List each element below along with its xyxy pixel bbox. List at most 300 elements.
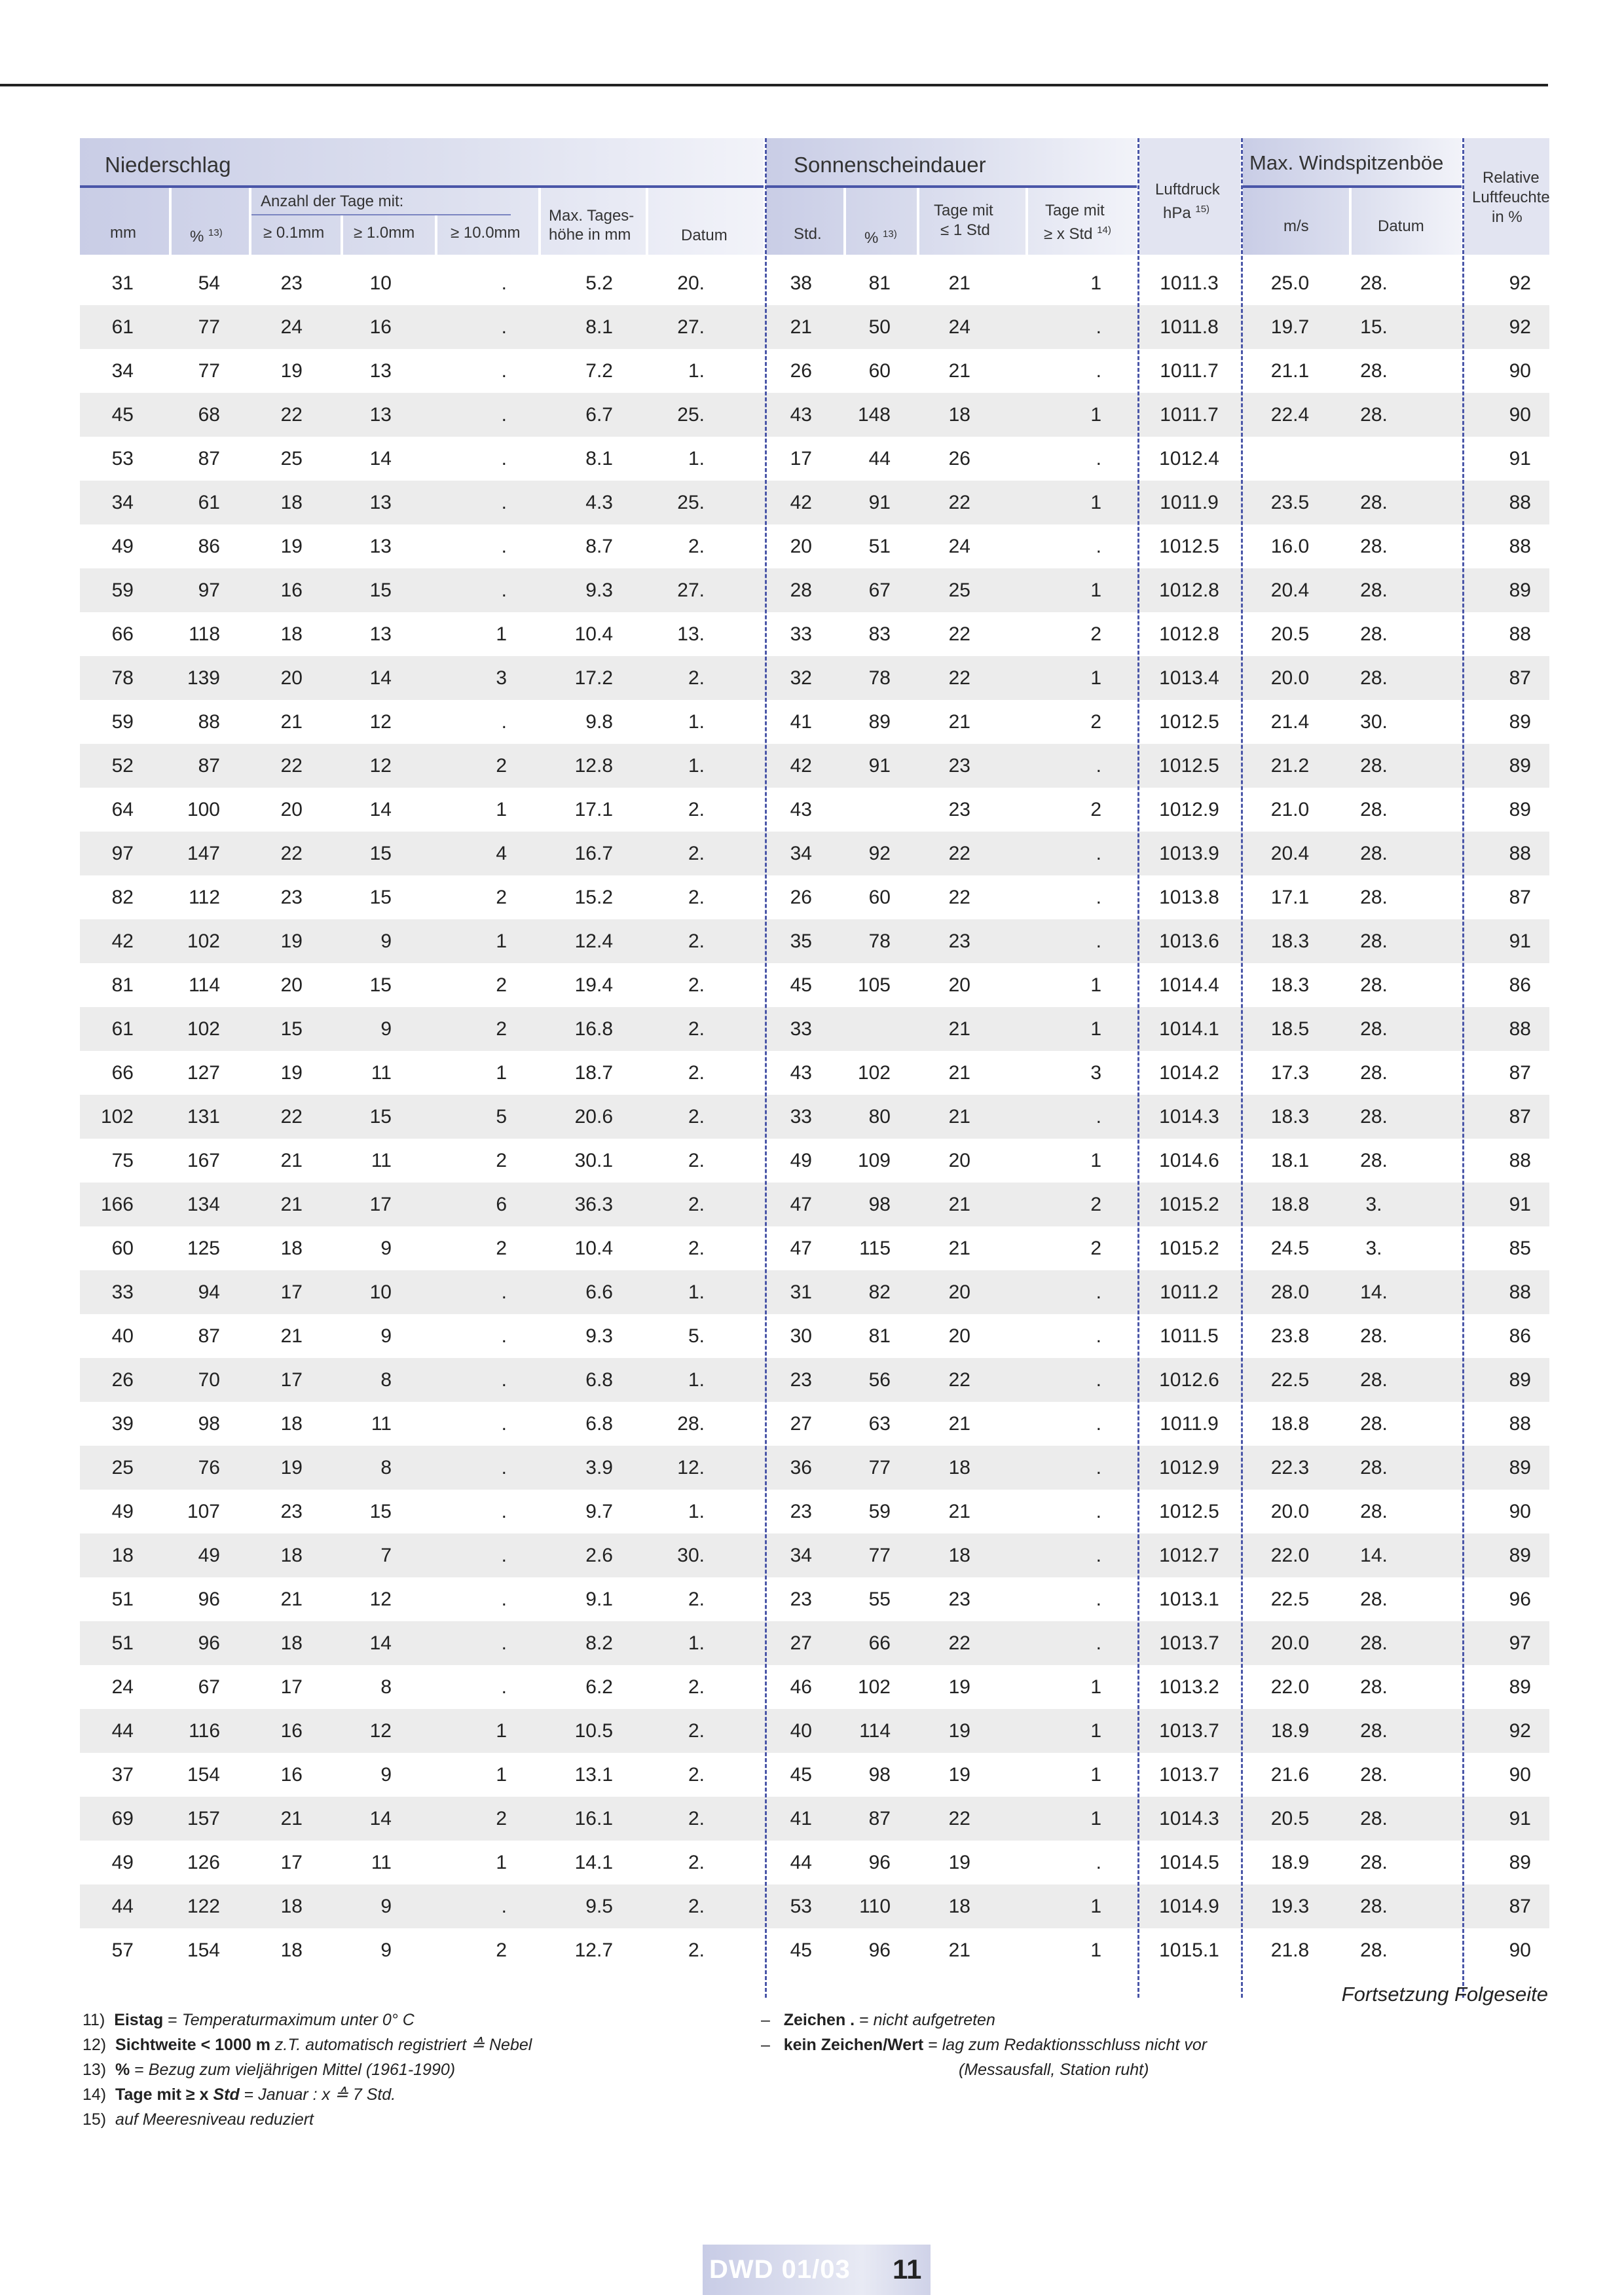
cell-tage-ge01: 25 bbox=[280, 448, 303, 469]
table-row bbox=[80, 612, 1549, 656]
cell-tage-ge-xstd: . bbox=[1096, 843, 1101, 864]
header-sep-2 bbox=[249, 188, 251, 255]
header-wind-title: Max. Windspitzenböe bbox=[1249, 151, 1444, 174]
table-row bbox=[80, 700, 1549, 744]
cell-luftdruck: 1011.9 bbox=[1160, 1413, 1219, 1435]
fn14-num: 14) bbox=[83, 2085, 107, 2104]
cell-wind-ms: 18.3 bbox=[1270, 1106, 1310, 1128]
cell-tage-ge10: 14 bbox=[369, 1808, 392, 1829]
cell-niederschlag-mm: 57 bbox=[111, 1939, 134, 1961]
cell-max-tageshoehe: 16.8 bbox=[574, 1018, 613, 1040]
cell-tage-ge100: . bbox=[501, 404, 507, 426]
cell-tage-le-1std: 22 bbox=[948, 1808, 970, 1829]
cell-sonne-pct: 60 bbox=[868, 887, 891, 908]
cell-max-tageshoehe: 8.7 bbox=[585, 536, 613, 557]
cell-luftfeuchte: 88 bbox=[1509, 1018, 1531, 1040]
cell-niederschlag-datum: 2. bbox=[688, 536, 705, 557]
cell-niederschlag-mm: 51 bbox=[111, 1588, 134, 1610]
cell-niederschlag-pct: 96 bbox=[198, 1632, 220, 1654]
cell-niederschlag-datum: 13. bbox=[677, 623, 705, 645]
cell-luftfeuchte: 97 bbox=[1509, 1632, 1531, 1654]
cell-tage-ge-xstd: . bbox=[1096, 1325, 1101, 1347]
cell-niederschlag-datum: 30. bbox=[677, 1545, 705, 1566]
cell-luftdruck: 1013.2 bbox=[1159, 1676, 1219, 1698]
cell-luftfeuchte: 88 bbox=[1509, 1281, 1531, 1303]
legend-zeichen bbox=[761, 2008, 1207, 2032]
cell-luftfeuchte: 87 bbox=[1509, 887, 1531, 908]
cell-luftfeuchte: 86 bbox=[1509, 1325, 1531, 1347]
cell-niederschlag-datum: 2. bbox=[688, 1676, 705, 1698]
table-row bbox=[80, 1402, 1549, 1446]
cell-niederschlag-pct: 54 bbox=[198, 272, 220, 294]
cell-wind-ms: 19.3 bbox=[1270, 1896, 1310, 1917]
cell-luftfeuchte: 89 bbox=[1509, 579, 1531, 601]
cell-tage-le-1std: 21 bbox=[948, 711, 970, 733]
cell-niederschlag-mm: 75 bbox=[111, 1150, 134, 1171]
cell-wind-ms: 18.8 bbox=[1270, 1194, 1310, 1215]
table-row bbox=[80, 1139, 1549, 1183]
cell-niederschlag-mm: 49 bbox=[111, 536, 134, 557]
header-mm: mm bbox=[110, 224, 136, 242]
cell-tage-ge-xstd: 1 bbox=[1090, 404, 1101, 426]
cell-sonne-std: 49 bbox=[790, 1150, 812, 1171]
cell-sonne-pct: 98 bbox=[868, 1194, 891, 1215]
fn12-term: Sichtweite < 1000 m bbox=[115, 2036, 270, 2054]
z1-text: nicht aufgetreten bbox=[873, 2011, 995, 2029]
cell-wind-ms: 20.4 bbox=[1270, 843, 1310, 864]
cell-tage-le-1std: 22 bbox=[948, 623, 970, 645]
cell-niederschlag-datum: 2. bbox=[688, 1588, 705, 1610]
footnote-15 bbox=[83, 2107, 532, 2132]
fn13-text: Bezug zum vieljährigen Mittel (1961-1990) bbox=[148, 2061, 456, 2079]
cell-tage-ge-xstd: 2 bbox=[1090, 1238, 1101, 1259]
cell-tage-ge01: 22 bbox=[280, 404, 303, 426]
header-feuchte-2: Luftfeuchte bbox=[1472, 189, 1550, 206]
cell-tage-ge10: 11 bbox=[371, 1852, 392, 1873]
cell-niederschlag-mm: 34 bbox=[111, 360, 134, 382]
cell-max-tageshoehe: 6.2 bbox=[585, 1676, 613, 1698]
cell-luftfeuchte: 88 bbox=[1509, 1413, 1531, 1435]
cell-niederschlag-pct: 88 bbox=[198, 711, 220, 733]
table-row bbox=[80, 1928, 1549, 1972]
cell-luftdruck: 1011.8 bbox=[1160, 316, 1219, 338]
cell-sonne-std: 17 bbox=[790, 448, 812, 469]
cell-max-tageshoehe: 9.1 bbox=[585, 1588, 613, 1610]
cell-luftdruck: 1012.7 bbox=[1159, 1545, 1219, 1566]
cell-max-tageshoehe: 9.3 bbox=[585, 1325, 613, 1347]
fn13-num: 13) bbox=[83, 2061, 107, 2079]
cell-wind-ms: 22.5 bbox=[1270, 1588, 1310, 1610]
cell-max-tageshoehe: 8.1 bbox=[585, 448, 613, 469]
cell-luftfeuchte: 91 bbox=[1509, 1808, 1531, 1829]
cell-max-tageshoehe: 9.8 bbox=[585, 711, 613, 733]
cell-luftdruck: 1015.1 bbox=[1159, 1939, 1219, 1961]
cell-tage-le-1std: 21 bbox=[948, 1018, 970, 1040]
cell-niederschlag-pct: 87 bbox=[198, 755, 220, 777]
cell-tage-ge-xstd: . bbox=[1096, 316, 1101, 338]
header-luftdruck-unit-label: hPa bbox=[1163, 204, 1191, 222]
cell-tage-ge100: . bbox=[501, 1281, 507, 1303]
cell-tage-ge01: 22 bbox=[280, 755, 303, 777]
cell-niederschlag-datum: 1. bbox=[688, 1501, 705, 1522]
cell-max-tageshoehe: 18.7 bbox=[574, 1062, 613, 1084]
cell-tage-ge01: 18 bbox=[280, 1632, 303, 1654]
cell-niederschlag-mm: 53 bbox=[111, 448, 134, 469]
cell-wind-ms: 20.0 bbox=[1270, 1501, 1310, 1522]
cell-sonne-std: 38 bbox=[790, 272, 812, 294]
cell-wind-ms: 25.0 bbox=[1270, 272, 1310, 294]
cell-niederschlag-mm: 34 bbox=[111, 492, 134, 513]
table-row bbox=[80, 437, 1549, 481]
cell-sonne-std: 33 bbox=[790, 623, 812, 645]
cell-tage-ge100: 1 bbox=[496, 1720, 507, 1742]
cell-luftdruck: 1012.8 bbox=[1159, 623, 1219, 645]
cell-niederschlag-datum: 2. bbox=[688, 1062, 705, 1084]
cell-wind-datum: 28. bbox=[1360, 536, 1388, 557]
cell-tage-ge-xstd: 1 bbox=[1090, 1676, 1101, 1698]
cell-luftdruck: 1011.7 bbox=[1160, 404, 1219, 426]
cell-sonne-pct: 83 bbox=[868, 623, 891, 645]
cell-tage-ge100: 1 bbox=[496, 1764, 507, 1786]
cell-sonne-pct bbox=[838, 788, 891, 832]
cell-niederschlag-pct: 61 bbox=[198, 492, 220, 513]
cell-wind-datum: 28. bbox=[1360, 1501, 1388, 1522]
cell-tage-ge01: 19 bbox=[280, 930, 303, 952]
cell-wind-datum: 28. bbox=[1360, 1413, 1388, 1435]
z2-term: kein Zeichen/Wert bbox=[783, 2036, 924, 2054]
cell-sonne-pct: 96 bbox=[868, 1939, 891, 1961]
cell-tage-ge-xstd: 1 bbox=[1090, 579, 1101, 601]
table-row bbox=[80, 1841, 1549, 1884]
cell-sonne-pct bbox=[838, 1007, 891, 1051]
cell-niederschlag-mm: 18 bbox=[111, 1545, 134, 1566]
fn11-text: Temperaturmaximum unter 0° C bbox=[181, 2011, 415, 2029]
cell-luftdruck: 1012.5 bbox=[1159, 711, 1219, 733]
cell-sonne-std: 43 bbox=[790, 404, 812, 426]
cell-max-tageshoehe: 19.4 bbox=[574, 974, 613, 996]
cell-max-tageshoehe: 10.5 bbox=[574, 1720, 613, 1742]
cell-tage-ge100: 6 bbox=[496, 1194, 507, 1215]
header-luftdruck-note: 15) bbox=[1195, 204, 1210, 215]
cell-tage-ge100: 2 bbox=[496, 974, 507, 996]
cell-sonne-std: 43 bbox=[790, 1062, 812, 1084]
z2-text: lag zum Redaktionsschluss nicht vor bbox=[942, 2036, 1208, 2054]
cell-tage-ge01: 18 bbox=[280, 623, 303, 645]
cell-sonne-pct: 78 bbox=[868, 930, 891, 952]
cell-tage-ge-xstd: . bbox=[1096, 1369, 1101, 1391]
header-sep-10 bbox=[1349, 188, 1352, 255]
cell-tage-ge-xstd: 1 bbox=[1090, 1720, 1101, 1742]
cell-niederschlag-datum: 2. bbox=[688, 1150, 705, 1171]
cell-luftdruck: 1012.5 bbox=[1159, 536, 1219, 557]
cell-niederschlag-mm: 25 bbox=[111, 1457, 134, 1478]
cell-wind-datum: 28. bbox=[1360, 492, 1388, 513]
cell-niederschlag-pct: 154 bbox=[187, 1764, 220, 1786]
cell-tage-ge100: . bbox=[501, 1545, 507, 1566]
cell-wind-ms: 19.7 bbox=[1270, 316, 1310, 338]
cell-tage-le-1std: 25 bbox=[948, 579, 970, 601]
cell-tage-ge-xstd: . bbox=[1096, 1413, 1101, 1435]
cell-tage-ge100: . bbox=[501, 1501, 507, 1522]
cell-tage-ge100: . bbox=[501, 448, 507, 469]
cell-max-tageshoehe: 16.7 bbox=[574, 843, 613, 864]
cell-wind-datum: 28. bbox=[1360, 579, 1388, 601]
legend-kein-zeichen-cont bbox=[761, 2057, 1207, 2082]
cell-tage-ge01: 18 bbox=[280, 492, 303, 513]
cell-tage-ge10: 9 bbox=[380, 1325, 392, 1347]
cell-tage-le-1std: 20 bbox=[948, 1325, 970, 1347]
cell-max-tageshoehe: 8.1 bbox=[585, 316, 613, 338]
table-row bbox=[80, 481, 1549, 524]
cell-max-tageshoehe: 3.9 bbox=[585, 1457, 613, 1478]
cell-niederschlag-pct: 125 bbox=[187, 1238, 220, 1259]
cell-niederschlag-datum: 2. bbox=[688, 1720, 705, 1742]
cell-luftdruck: 1014.2 bbox=[1159, 1062, 1219, 1084]
cell-tage-ge10: 17 bbox=[369, 1194, 392, 1215]
fn14-eq: = bbox=[239, 2085, 259, 2104]
header-sonne bbox=[766, 138, 1137, 255]
cell-tage-ge01: 16 bbox=[280, 1720, 303, 1742]
cell-luftfeuchte: 88 bbox=[1509, 1150, 1531, 1171]
cell-tage-ge100: . bbox=[501, 1676, 507, 1698]
cell-tage-le-1std: 21 bbox=[948, 1062, 970, 1084]
cell-niederschlag-mm: 97 bbox=[111, 843, 134, 864]
cell-niederschlag-pct: 94 bbox=[198, 1281, 220, 1303]
table-row bbox=[80, 1095, 1549, 1139]
cell-tage-ge10: 9 bbox=[380, 930, 392, 952]
cell-wind-datum: 28. bbox=[1360, 272, 1388, 294]
cell-niederschlag-mm: 64 bbox=[111, 799, 134, 820]
cell-wind-datum: 28. bbox=[1360, 1808, 1388, 1829]
header-ms: m/s bbox=[1283, 217, 1309, 235]
cell-wind-ms: 18.9 bbox=[1270, 1720, 1310, 1742]
cell-tage-le-1std: 21 bbox=[948, 1939, 970, 1961]
cell-wind-ms: 16.0 bbox=[1270, 536, 1310, 557]
cell-sonne-std: 42 bbox=[790, 755, 812, 777]
cell-tage-ge100: . bbox=[501, 579, 507, 601]
cell-wind-datum: 30. bbox=[1360, 711, 1388, 733]
cell-sonne-std: 32 bbox=[790, 667, 812, 689]
header-pct-label: % bbox=[190, 228, 204, 246]
cell-niederschlag-pct: 127 bbox=[187, 1062, 220, 1084]
cell-luftfeuchte: 88 bbox=[1509, 536, 1531, 557]
table-row bbox=[80, 393, 1549, 437]
table-row bbox=[80, 261, 1549, 305]
cell-tage-le-1std: 22 bbox=[948, 843, 970, 864]
table-row bbox=[80, 1665, 1549, 1709]
cell-luftdruck: 1011.7 bbox=[1160, 360, 1219, 382]
cell-wind-ms: 21.6 bbox=[1270, 1764, 1310, 1786]
cell-tage-ge10: 15 bbox=[369, 1501, 392, 1522]
cell-luftdruck: 1011.2 bbox=[1160, 1281, 1219, 1303]
cell-tage-ge01: 22 bbox=[280, 843, 303, 864]
cell-tage-le-1std: 20 bbox=[948, 1281, 970, 1303]
cell-tage-ge100: 2 bbox=[496, 1238, 507, 1259]
cell-tage-ge100: 2 bbox=[496, 887, 507, 908]
cell-sonne-pct: 50 bbox=[868, 316, 891, 338]
cell-tage-le-1std: 18 bbox=[948, 404, 970, 426]
cell-niederschlag-datum: 25. bbox=[677, 404, 705, 426]
cell-luftdruck: 1014.3 bbox=[1159, 1808, 1219, 1829]
cell-luftfeuchte: 87 bbox=[1509, 1106, 1531, 1128]
cell-tage-ge100: . bbox=[501, 360, 507, 382]
cell-max-tageshoehe: 6.6 bbox=[585, 1281, 613, 1303]
cell-luftdruck: 1013.4 bbox=[1159, 667, 1219, 689]
cell-niederschlag-mm: 45 bbox=[111, 404, 134, 426]
fn11-term: Eistag bbox=[114, 2011, 164, 2029]
cell-wind-datum: 28. bbox=[1360, 843, 1388, 864]
header-sep-3 bbox=[341, 215, 343, 255]
cell-sonne-std: 34 bbox=[790, 843, 812, 864]
cell-tage-ge-xstd: 1 bbox=[1090, 1939, 1101, 1961]
cell-tage-le-1std: 21 bbox=[948, 360, 970, 382]
cell-niederschlag-pct: 102 bbox=[187, 930, 220, 952]
cell-niederschlag-mm: 33 bbox=[111, 1281, 134, 1303]
cell-niederschlag-datum: 2. bbox=[688, 1194, 705, 1215]
cell-niederschlag-pct: 100 bbox=[187, 799, 220, 820]
cell-tage-le-1std: 23 bbox=[948, 1588, 970, 1610]
cell-luftfeuchte: 89 bbox=[1509, 755, 1531, 777]
table-row bbox=[80, 1709, 1549, 1753]
cell-luftfeuchte: 88 bbox=[1509, 843, 1531, 864]
cell-tage-ge01: 21 bbox=[280, 1808, 303, 1829]
cell-niederschlag-mm: 66 bbox=[111, 1062, 134, 1084]
cell-tage-ge100: . bbox=[501, 1413, 507, 1435]
cell-tage-ge01: 19 bbox=[280, 536, 303, 557]
page-number: 11 bbox=[893, 2254, 922, 2285]
cell-niederschlag-pct: 87 bbox=[198, 1325, 220, 1347]
cell-wind-ms bbox=[1251, 437, 1329, 481]
cell-niederschlag-datum: 5. bbox=[688, 1325, 705, 1347]
cell-sonne-pct: 110 bbox=[859, 1896, 891, 1917]
cell-wind-ms: 21.4 bbox=[1270, 711, 1310, 733]
cell-niederschlag-datum: 12. bbox=[677, 1457, 705, 1478]
header-s-pct-label: % bbox=[864, 229, 879, 247]
header-max-tages-2: höhe in mm bbox=[549, 226, 631, 244]
cell-luftdruck: 1011.5 bbox=[1160, 1325, 1219, 1347]
cell-niederschlag-mm: 31 bbox=[111, 272, 134, 294]
cell-tage-le-1std: 24 bbox=[948, 316, 970, 338]
cell-niederschlag-mm: 102 bbox=[100, 1106, 134, 1128]
cell-luftdruck: 1014.3 bbox=[1159, 1106, 1219, 1128]
cell-wind-datum: 28. bbox=[1360, 1720, 1388, 1742]
cell-sonne-std: 41 bbox=[790, 711, 812, 733]
cell-luftdruck: 1012.6 bbox=[1159, 1369, 1219, 1391]
cell-max-tageshoehe: 9.3 bbox=[585, 579, 613, 601]
cell-wind-ms: 17.3 bbox=[1270, 1062, 1310, 1084]
cell-tage-ge10: 11 bbox=[371, 1413, 392, 1435]
cell-niederschlag-pct: 112 bbox=[189, 887, 220, 908]
cell-wind-datum: 28. bbox=[1360, 887, 1388, 908]
fn13-eq: = bbox=[130, 2061, 149, 2079]
cell-sonne-pct: 92 bbox=[868, 843, 891, 864]
cell-sonne-std: 53 bbox=[790, 1896, 812, 1917]
cell-max-tageshoehe: 8.2 bbox=[585, 1632, 613, 1654]
cell-tage-ge100: 2 bbox=[496, 1808, 507, 1829]
cell-tage-ge100: 2 bbox=[496, 1150, 507, 1171]
cell-luftdruck: 1015.2 bbox=[1159, 1238, 1219, 1259]
cell-sonne-std: 36 bbox=[790, 1457, 812, 1478]
cell-niederschlag-datum: 1. bbox=[688, 755, 705, 777]
cell-luftdruck: 1012.5 bbox=[1159, 1501, 1219, 1522]
cell-tage-ge10: 15 bbox=[369, 887, 392, 908]
header-sep-4 bbox=[435, 215, 437, 255]
cell-niederschlag-mm: 40 bbox=[111, 1325, 134, 1347]
table-row bbox=[80, 1577, 1549, 1621]
cell-niederschlag-pct: 107 bbox=[187, 1501, 220, 1522]
cell-sonne-std: 42 bbox=[790, 492, 812, 513]
cell-niederschlag-mm: 52 bbox=[111, 755, 134, 777]
fn12-num: 12) bbox=[83, 2036, 107, 2054]
cell-max-tageshoehe: 13.1 bbox=[574, 1764, 613, 1786]
cell-max-tageshoehe: 12.4 bbox=[574, 930, 613, 952]
cell-niederschlag-mm: 61 bbox=[111, 1018, 134, 1040]
cell-sonne-std: 31 bbox=[790, 1281, 812, 1303]
cell-wind-datum: 28. bbox=[1360, 1369, 1388, 1391]
cell-luftdruck: 1011.3 bbox=[1160, 272, 1219, 294]
cell-tage-ge-xstd: . bbox=[1096, 1545, 1101, 1566]
cell-tage-ge10: 13 bbox=[369, 404, 392, 426]
cell-sonne-pct: 105 bbox=[857, 974, 891, 996]
cell-sonne-pct: 87 bbox=[868, 1808, 891, 1829]
cell-tage-ge01: 17 bbox=[280, 1852, 303, 1873]
cell-niederschlag-pct: 77 bbox=[198, 316, 220, 338]
cell-wind-ms: 23.5 bbox=[1270, 492, 1310, 513]
cell-max-tageshoehe: 6.8 bbox=[585, 1413, 613, 1435]
cell-tage-ge-xstd: . bbox=[1096, 1281, 1101, 1303]
cell-max-tageshoehe: 10.4 bbox=[574, 1238, 613, 1259]
cell-luftdruck: 1013.7 bbox=[1159, 1764, 1219, 1786]
cell-niederschlag-pct: 76 bbox=[198, 1457, 220, 1478]
fn11-num: 11) bbox=[83, 2011, 105, 2029]
z1-eq: = bbox=[855, 2011, 874, 2029]
cell-luftfeuchte: 90 bbox=[1509, 1501, 1531, 1522]
cell-sonne-std: 21 bbox=[790, 316, 812, 338]
header-wind bbox=[1243, 138, 1462, 255]
cell-tage-ge01: 18 bbox=[280, 1939, 303, 1961]
cell-sonne-pct: 51 bbox=[868, 536, 891, 557]
cell-tage-ge10: 13 bbox=[369, 623, 392, 645]
fn14-text: Januar : x ≙ 7 Std. bbox=[258, 2085, 396, 2104]
cell-luftdruck: 1013.7 bbox=[1159, 1720, 1219, 1742]
cell-tage-ge10: 9 bbox=[380, 1896, 392, 1917]
cell-tage-ge01: 20 bbox=[280, 799, 303, 820]
table-row bbox=[80, 1183, 1549, 1226]
fn15-text: auf Meeresniveau reduziert bbox=[115, 2110, 314, 2129]
cell-wind-datum: 28. bbox=[1360, 360, 1388, 382]
cell-tage-ge01: 23 bbox=[280, 1501, 303, 1522]
table-row bbox=[80, 568, 1549, 612]
cell-luftdruck: 1012.8 bbox=[1159, 579, 1219, 601]
cell-tage-le-1std: 22 bbox=[948, 1369, 970, 1391]
cell-sonne-pct: 80 bbox=[868, 1106, 891, 1128]
header-std: Std. bbox=[794, 225, 822, 243]
cell-wind-datum: 28. bbox=[1360, 1632, 1388, 1654]
cell-wind-ms: 20.5 bbox=[1270, 1808, 1310, 1829]
table-row bbox=[80, 1490, 1549, 1533]
cell-wind-ms: 18.3 bbox=[1270, 930, 1310, 952]
cell-tage-ge10: 12 bbox=[369, 755, 392, 777]
cell-tage-ge10: 13 bbox=[369, 492, 392, 513]
cell-luftdruck: 1014.4 bbox=[1159, 974, 1219, 996]
cell-max-tageshoehe: 15.2 bbox=[574, 887, 613, 908]
legend-kein-zeichen bbox=[761, 2032, 1207, 2057]
cell-tage-ge10: 15 bbox=[369, 1106, 392, 1128]
cell-niederschlag-pct: 97 bbox=[198, 579, 220, 601]
cell-tage-ge-xstd: . bbox=[1096, 1501, 1101, 1522]
footnote-14 bbox=[83, 2082, 532, 2107]
cell-niederschlag-pct: 49 bbox=[198, 1545, 220, 1566]
